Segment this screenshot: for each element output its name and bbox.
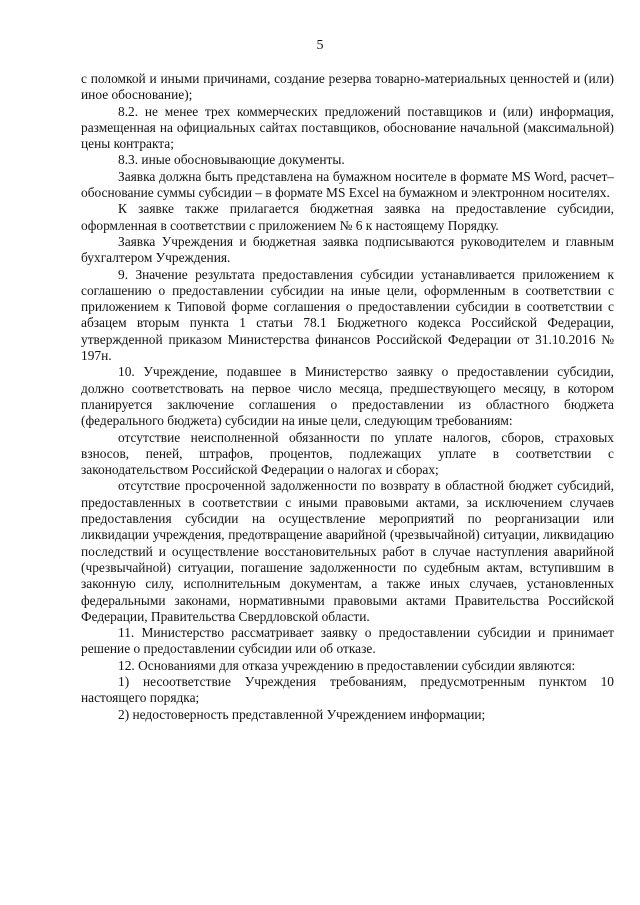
paragraph: 2) недостоверность представленной Учреждением информации; bbox=[118, 706, 486, 722]
paragraph: 8.3. иные обосновывающие документы. bbox=[118, 152, 345, 168]
paragraph: 10. Учреждение, подавшее в Министерство заявку о предоставлении субсидии, должно соответствовать на первое число месяца, предшествующего месяцу, в котором планируется заключение соглашения о предоставлении из областного бюджета (федерального бюджета) субсидии на иные цели, следующим требованиям: bbox=[81, 364, 614, 429]
paragraph: отсутствие просроченной задолженности по возврату в областной бюджет субсидий, предоставленных в соответствии с иными правовыми актами, за исключением случаев предоставления субсидии на осуществление мероприятий по реорганизации или ликвидации учреждения, предотвращение аварийной (чрезвычайной) ситуации, ликвидацию последствий и осуществление восстановительных работ в случае наступления аварийной (чрезвычайной) ситуации, погашение задолженности по судебным актам, вступившим в законную силу, исполнительным документам, а также иных случаев, установленных федеральными законами, нормативными правовыми актами Правительства Российской Федерации, Правительства Свердловской области. bbox=[81, 478, 614, 624]
paragraph: К заявке также прилагается бюджетная заявка на предоставление субсидии, оформленная в соответствии с приложением № 6 к настоящему Порядку. bbox=[81, 201, 614, 233]
paragraph: 1) несоответствие Учреждения требованиям, предусмотренным пунктом 10 настоящего порядка; bbox=[81, 673, 614, 706]
paragraph: отсутствие неисполненной обязанности по уплате налогов, сборов, страховых взносов, пеней, штрафов, процентов, подлежащих уплате в соответствии с законодательством Российской Федерации о налогах и сборах; bbox=[81, 429, 614, 478]
paragraph: 11. Министерство рассматривает заявку о предоставлении субсидии и принимает решение о предоставлении субсидии или об отказе. bbox=[81, 625, 614, 657]
paragraph: с поломкой и иными причинами, создание резерва товарно-материальных ценностей и (или) иное обоснование); bbox=[81, 71, 614, 103]
page-number: 5 bbox=[316, 38, 324, 53]
paragraph: Заявка Учреждения и бюджетная заявка подписываются руководителем и главным бухгалтером Учреждения. bbox=[81, 233, 614, 266]
paragraph: Заявка должна быть представлена на бумажном носителе в формате MS Word, расчет–обоснование суммы субсидии – в формате MS Excel на бумажном и электронном носителях. bbox=[81, 168, 614, 201]
paragraph: 8.2. не менее трех коммерческих предложений поставщиков и (или) информация, размещенная на официальных сайтах поставщиков, обоснование начальной (максимальной) цены контракта; bbox=[81, 103, 614, 152]
paragraph: 9. Значение результата предоставления субсидии устанавливается приложением к соглашению о предоставлении субсидии на иные цели, оформленным в соответствии с приложением к Типовой форме соглашения о предоставлении субсидии в соответствии с абзацем вторым пункта 1 статьи 78.1 Бюджетного кодекса Российской Федерации, утвержденной приказом Министерства финансов Российской Федерации от 31.10.2016 № 197н. bbox=[81, 266, 614, 364]
paragraph: 12. Основаниями для отказа учреждению в предоставлении субсидии являются: bbox=[118, 657, 576, 673]
document-body bbox=[81, 71, 614, 723]
